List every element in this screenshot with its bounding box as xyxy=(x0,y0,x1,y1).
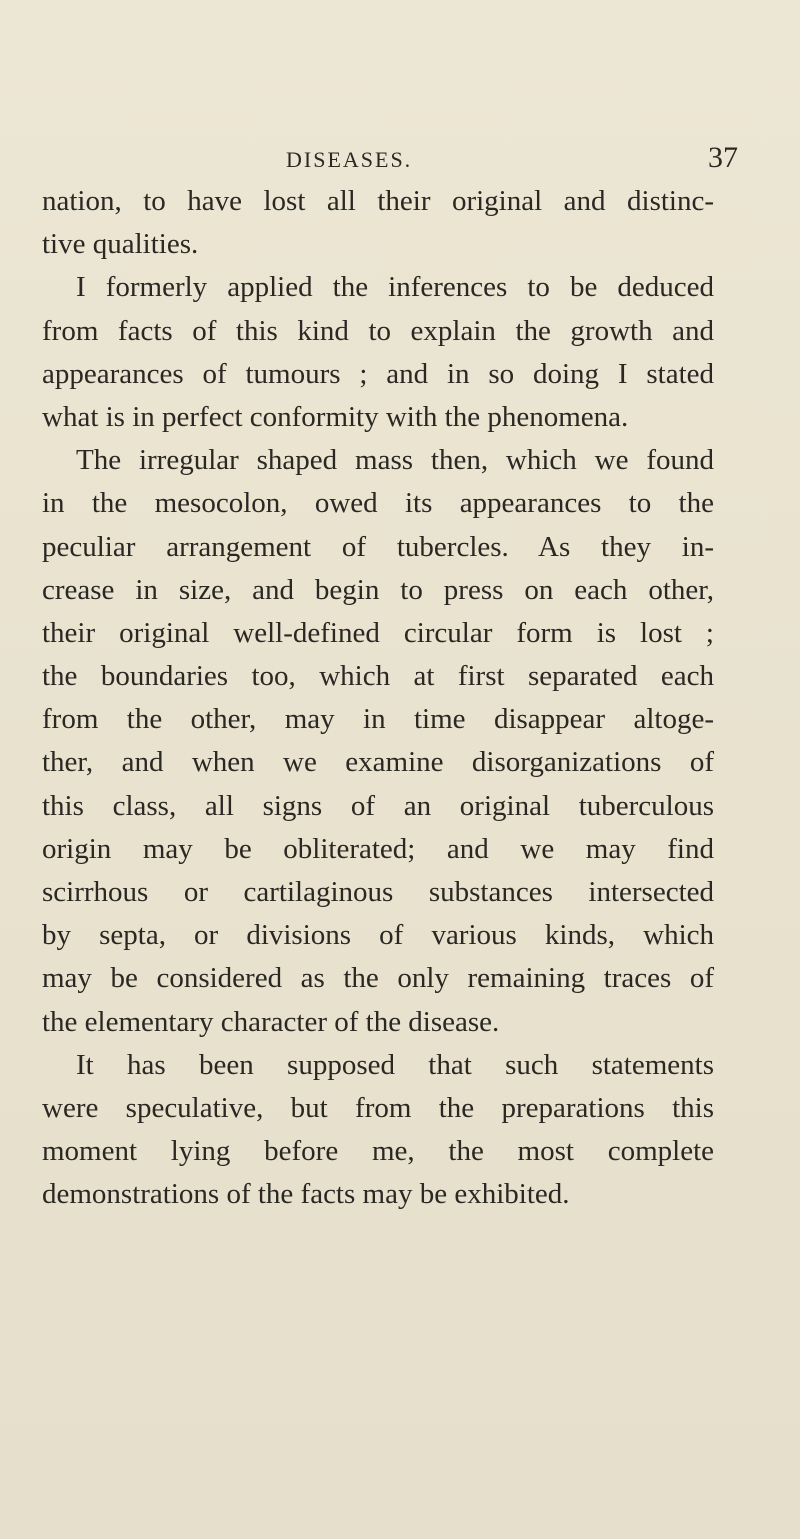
text-line: the boundaries too, which at first separated each xyxy=(42,660,714,693)
running-head xyxy=(0,141,800,185)
text-line: may be considered as the only remaining traces of xyxy=(42,962,714,995)
text-line: appearances of tumours ; and in so doing I stated xyxy=(42,357,714,390)
text-line: I formerly applied the inferences to be deduced xyxy=(76,271,714,304)
text-line: the elementary character of the disease. xyxy=(42,1005,500,1038)
text-line: what is in perfect conformity with the phenomena. xyxy=(42,400,629,433)
text-line: origin may be obliterated; and we may find xyxy=(42,832,714,865)
text-line: The irregular shaped mass then, which we found xyxy=(76,444,714,477)
text-line: demonstrations of the facts may be exhibited. xyxy=(42,1178,570,1211)
text-line: peculiar arrangement of tubercles. As they in- xyxy=(42,530,714,563)
text-line: scirrhous or cartilaginous substances intersected xyxy=(42,876,714,908)
text-line: by septa, or divisions of various kinds, which xyxy=(42,919,714,952)
text-line: their original well-defined circular form is lost ; xyxy=(42,616,714,649)
text-line: ther, and when we examine disorganizations of xyxy=(42,746,714,779)
text-line: this class, all signs of an original tuberculous xyxy=(42,789,714,822)
text-line: were speculative, but from the preparations this xyxy=(42,1091,714,1124)
page-number: 37 xyxy=(708,141,738,174)
text-line: from facts of this kind to explain the growth and xyxy=(42,314,714,347)
text-line: in the mesocolon, owed its appearances to the xyxy=(42,487,714,520)
text-line: moment lying before me, the most complete xyxy=(42,1135,714,1168)
text-line: nation, to have lost all their original and distinc- xyxy=(42,185,714,217)
text-line: It has been supposed that such statements xyxy=(76,1048,714,1081)
text-line: tive qualities. xyxy=(42,228,199,261)
text-line: crease in size, and begin to press on each other, xyxy=(42,573,714,606)
running-head-title: DISEASES. xyxy=(286,147,413,172)
text-line: from the other, may in time disappear altoge- xyxy=(42,703,714,736)
body-text xyxy=(42,180,714,1217)
